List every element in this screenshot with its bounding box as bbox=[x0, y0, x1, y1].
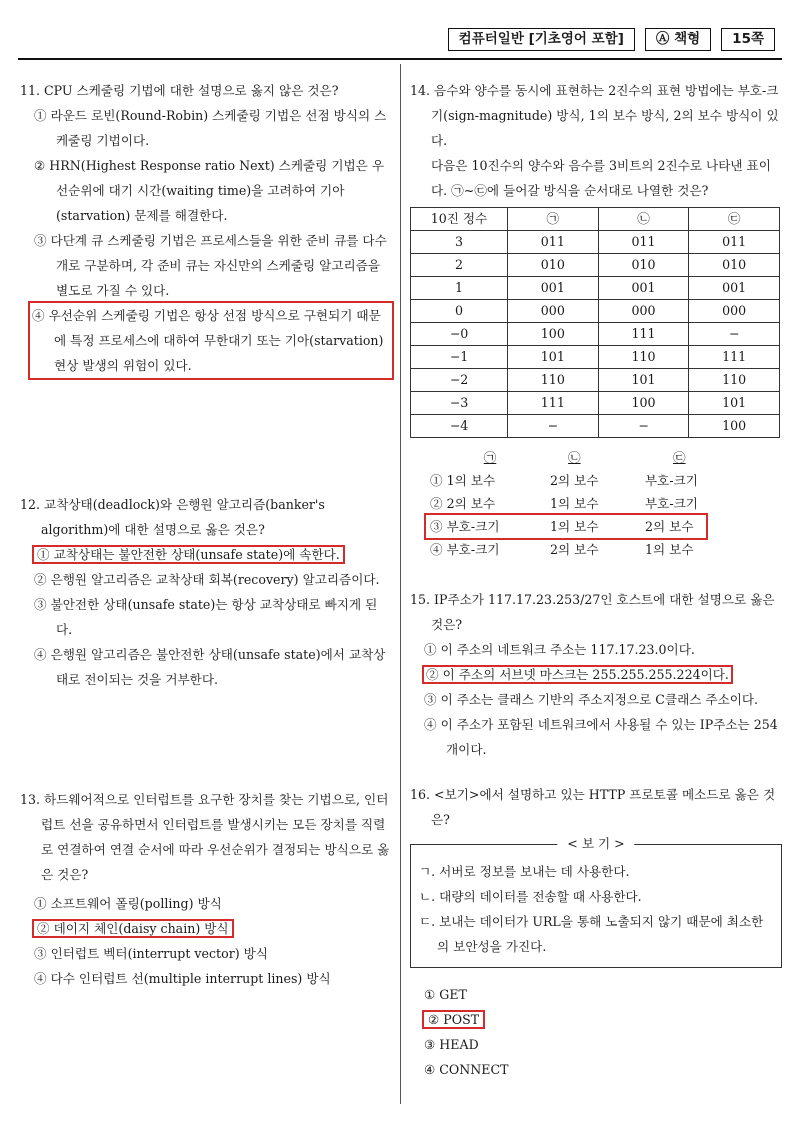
table-cell: 2 bbox=[411, 254, 508, 277]
q14-opt4-a: ④ 부호-크기 bbox=[430, 542, 500, 557]
table-cell: 001 bbox=[598, 277, 689, 300]
table-header-a: ㉠ bbox=[508, 208, 599, 231]
q14-opt4-b: 2의 보수 bbox=[550, 542, 599, 557]
answer-header-c: ㉢ bbox=[673, 450, 686, 465]
table-cell: − bbox=[689, 323, 780, 346]
table-cell: −4 bbox=[411, 415, 508, 438]
table-cell: 101 bbox=[598, 369, 689, 392]
table-cell: 010 bbox=[689, 254, 780, 277]
q13-answer-box: ② 데이지 체인(daisy chain) 방식 bbox=[34, 921, 232, 936]
q12-answer-box: ① 교착상태는 불안전한 상태(unsafe state)에 속한다. bbox=[34, 547, 343, 562]
table-cell: −0 bbox=[411, 323, 508, 346]
q16-option-3[interactable]: ③ HEAD bbox=[424, 1037, 479, 1052]
q16-answer-box: ② POST bbox=[424, 1012, 483, 1027]
table-cell: 111 bbox=[598, 323, 689, 346]
table-cell: 011 bbox=[689, 231, 780, 254]
answer-header-a: ㉠ bbox=[483, 450, 497, 465]
q11-option-2[interactable]: ② HRN(Highest Response ratio Next) 스케줄링 기법은 우선순위에 대기 시간(waiting time)을 고려하여 기아(starvation) 문제를 해결한다. bbox=[34, 158, 385, 223]
table-cell: 000 bbox=[598, 300, 689, 323]
q14-opt3-c: 2의 보수 bbox=[645, 519, 694, 534]
q15-option-2-answer[interactable] bbox=[424, 662, 782, 687]
booklet-type: Ⓐ 책형 bbox=[645, 28, 711, 51]
table-cell: 110 bbox=[508, 369, 599, 392]
table-cell: 011 bbox=[598, 231, 689, 254]
table-cell: 100 bbox=[508, 323, 599, 346]
answer-header-b: ㉡ bbox=[568, 450, 581, 465]
table-cell: 001 bbox=[508, 277, 599, 300]
q14-opt1-b: 2의 보수 bbox=[550, 473, 599, 488]
question-15 bbox=[410, 587, 782, 762]
q11-stem: 11. CPU 스케줄링 기법에 대한 설명으로 옳지 않은 것은? bbox=[20, 83, 339, 98]
table-cell: 101 bbox=[508, 346, 599, 369]
q15-option-1[interactable]: ① 이 주소의 네트워크 주소는 117.17.23.0이다. bbox=[424, 642, 695, 657]
table-header-decimal: 10진 정수 bbox=[411, 208, 508, 231]
q16-stem: 16. <보기>에서 설명하고 있는 HTTP 프로토콜 메소드로 옳은 것은? bbox=[410, 787, 776, 827]
q12-option-3[interactable]: ③ 불안전한 상태(unsafe state)는 항상 교착상태로 빠지게 된다. bbox=[34, 597, 378, 637]
q12-option-4[interactable]: ④ 은행원 알고리즘은 불안전한 상태(unsafe state)에서 교착상태로 전이되는 것을 거부한다. bbox=[34, 647, 386, 687]
table-cell: −3 bbox=[411, 392, 508, 415]
q15-option-4[interactable]: ④ 이 주소가 포함된 네트워크에서 사용될 수 있는 IP주소는 254개이다. bbox=[424, 717, 778, 757]
question-11 bbox=[20, 78, 392, 378]
table-cell: 000 bbox=[689, 300, 780, 323]
table-cell: 0 bbox=[411, 300, 508, 323]
q13-option-2-answer[interactable] bbox=[34, 916, 392, 941]
question-13 bbox=[20, 787, 392, 991]
q11-option-1[interactable]: ① 라운드 로빈(Round-Robin) 스케줄링 기법은 선점 방식의 스케줄링 기법이다. bbox=[34, 108, 387, 148]
q14-option-3-answer[interactable] bbox=[426, 515, 706, 538]
q14-stem: 14. 음수와 양수를 동시에 표현하는 2진수의 표현 방법에는 부호-크기(sign-magnitude) 방식, 1의 보수 방식, 2의 보수 방식이 있다. bbox=[410, 83, 779, 148]
binary-representation-table bbox=[410, 207, 780, 438]
page-number: 15쪽 bbox=[721, 28, 775, 51]
example-item-1: ㄱ. 서버로 정보를 보내는 데 사용한다. bbox=[419, 864, 630, 879]
q12-option-2[interactable]: ② 은행원 알고리즘은 교착상태 회복(recovery) 알고리즘이다. bbox=[34, 572, 380, 587]
q14-opt1-a: ① 1의 보수 bbox=[430, 473, 496, 488]
q14-answer-header bbox=[430, 446, 782, 469]
q12-option-1-answer[interactable] bbox=[34, 542, 392, 567]
table-row bbox=[411, 277, 780, 300]
q16-option-2-answer[interactable] bbox=[424, 1007, 782, 1032]
q12-stem: 12. 교착상태(deadlock)와 은행원 알고리즘(banker's algorithm)에 대한 설명으로 옳은 것은? bbox=[20, 497, 325, 537]
q14-opt1-c: 부호-크기 bbox=[645, 473, 698, 488]
table-header-b: ㉡ bbox=[598, 208, 689, 231]
table-row bbox=[411, 254, 780, 277]
table-header-c: ㉢ bbox=[689, 208, 780, 231]
q13-option-4[interactable]: ④ 다수 인터럽트 선(multiple interrupt lines) 방식 bbox=[34, 971, 331, 986]
table-cell: 111 bbox=[689, 346, 780, 369]
table-row bbox=[411, 300, 780, 323]
q13-option-1[interactable]: ① 소프트웨어 폴링(polling) 방식 bbox=[34, 896, 222, 911]
table-cell: 010 bbox=[508, 254, 599, 277]
q14-option-4[interactable] bbox=[430, 538, 782, 561]
table-cell: 010 bbox=[598, 254, 689, 277]
table-row bbox=[411, 392, 780, 415]
table-cell: 110 bbox=[598, 346, 689, 369]
q16-option-1[interactable]: ① GET bbox=[424, 987, 467, 1002]
table-row bbox=[411, 415, 780, 438]
page-header bbox=[448, 28, 775, 51]
table-cell: 000 bbox=[508, 300, 599, 323]
table-cell: 100 bbox=[689, 415, 780, 438]
q13-stem: 13. 하드웨어적으로 인터럽트를 요구한 장치를 찾는 기법으로, 인터럽트 선을 공유하면서 인터럽트를 발생시키는 모든 장치를 직렬로 연결하여 연결 순서에 따라 우선순위가 결정되는 방식으로 옳은 것은? bbox=[20, 792, 390, 882]
table-cell: − bbox=[598, 415, 689, 438]
q11-option-4-answer[interactable]: ④ 우선순위 스케줄링 기법은 항상 선점 방식으로 구현되기 때문에 특정 프로세스에 대하여 무한대기 또는 기아(starvation) 현상 발생의 위험이 있다. bbox=[30, 303, 392, 378]
table-row bbox=[411, 346, 780, 369]
q11-option-3[interactable]: ③ 다단계 큐 스케줄링 기법은 프로세스들을 위한 준비 큐를 다수 개로 구분하며, 각 준비 큐는 자신만의 스케줄링 알고리즘을 별도로 가질 수 있다. bbox=[34, 233, 387, 298]
example-box-title: < 보 기 > bbox=[557, 835, 634, 853]
q14-opt3-a: ③ 부호-크기 bbox=[430, 519, 500, 534]
table-cell: 110 bbox=[689, 369, 780, 392]
q15-answer-box: ② 이 주소의 서브넷 마스크는 255.255.255.224이다. bbox=[426, 667, 729, 682]
q13-option-3[interactable]: ③ 인터럽트 벡터(interrupt vector) 방식 bbox=[34, 946, 268, 961]
header-rule bbox=[18, 58, 782, 60]
q14-options bbox=[410, 469, 782, 561]
q14-opt3-b: 1의 보수 bbox=[550, 519, 599, 534]
table-cell: 1 bbox=[411, 277, 508, 300]
example-box bbox=[410, 836, 782, 968]
table-row bbox=[411, 231, 780, 254]
question-14 bbox=[410, 78, 782, 561]
q14-opt2-c: 부호-크기 bbox=[645, 496, 698, 511]
q14-stem-2: 다음은 10진수의 양수와 음수를 3비트의 2진수로 나타낸 표이다. ㉠~㉢에 들어갈 방식을 순서대로 나열한 것은? bbox=[431, 158, 771, 198]
table-cell: 3 bbox=[411, 231, 508, 254]
table-row bbox=[411, 323, 780, 346]
table-cell: 111 bbox=[508, 392, 599, 415]
subject-title: 컴퓨터일반 [기초영어 포함] bbox=[448, 28, 635, 51]
table-row bbox=[411, 369, 780, 392]
table-cell: 101 bbox=[689, 392, 780, 415]
table-cell: −1 bbox=[411, 346, 508, 369]
q14-opt4-c: 1의 보수 bbox=[645, 542, 694, 557]
table-cell: −2 bbox=[411, 369, 508, 392]
example-item-3: ㄷ. 보내는 데이터가 URL을 통해 노출되지 않기 때문에 최소한의 보안성을 가진다. bbox=[419, 914, 764, 954]
q14-option-2[interactable] bbox=[430, 492, 782, 515]
example-item-2: ㄴ. 대량의 데이터를 전송할 때 사용한다. bbox=[419, 889, 642, 904]
table-cell: 011 bbox=[508, 231, 599, 254]
q16-option-4[interactable]: ④ CONNECT bbox=[424, 1062, 509, 1077]
q14-opt2-b: 1의 보수 bbox=[550, 496, 599, 511]
q14-option-1[interactable] bbox=[430, 469, 782, 492]
q15-stem: 15. IP주소가 117.17.23.253/27인 호스트에 대한 설명으로 옳은 것은? bbox=[410, 592, 775, 632]
q14-opt2-a: ② 2의 보수 bbox=[430, 496, 496, 511]
table-cell: 100 bbox=[598, 392, 689, 415]
question-16 bbox=[410, 782, 782, 1082]
table-cell: 001 bbox=[689, 277, 780, 300]
q15-option-3[interactable]: ③ 이 주소는 클래스 기반의 주소지정으로 C클래스 주소이다. bbox=[424, 692, 759, 707]
question-12 bbox=[20, 492, 392, 692]
column-divider bbox=[400, 64, 401, 1104]
table-cell: − bbox=[508, 415, 599, 438]
